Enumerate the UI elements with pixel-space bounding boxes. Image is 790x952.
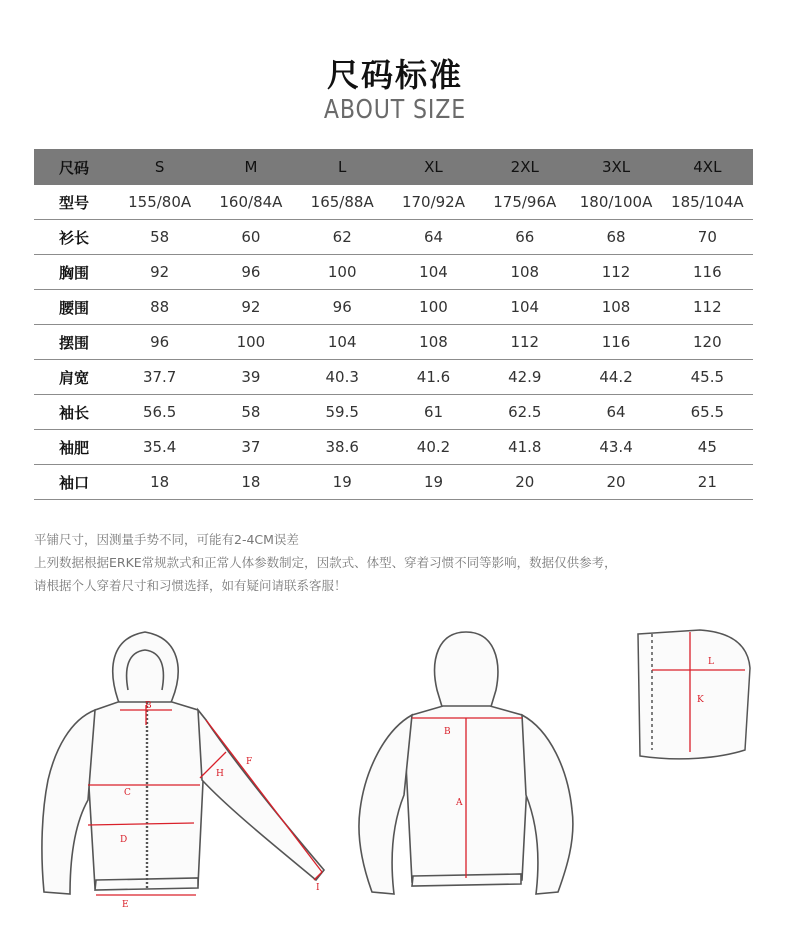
table-cell: 21 <box>662 465 753 500</box>
row-label-cell: 胸围 <box>34 255 114 290</box>
column-header: 尺码 <box>34 149 114 185</box>
table-cell: 20 <box>479 465 570 500</box>
table-cell: 116 <box>662 255 753 290</box>
row-label-cell: 袖肥 <box>34 430 114 465</box>
table-cell: 92 <box>114 255 205 290</box>
note-line: 上列数据根据ERKE常规款式和正常人体参数制定，因款式、体型、穿着习惯不同等影响，数据仅供参考， <box>34 555 617 570</box>
table-cell: 58 <box>205 395 296 430</box>
size-table <box>34 149 753 500</box>
table-row <box>34 360 753 395</box>
measure-label: K <box>697 695 704 705</box>
column-header: XL <box>388 149 479 185</box>
table-cell: 108 <box>388 325 479 360</box>
table-cell: 39 <box>205 360 296 395</box>
table-cell: 18 <box>114 465 205 500</box>
table-cell: 43.4 <box>570 430 661 465</box>
table-cell: 18 <box>205 465 296 500</box>
table-cell: 92 <box>205 290 296 325</box>
measurement-diagrams <box>0 610 790 930</box>
table-row <box>34 255 753 290</box>
row-label-cell: 摆围 <box>34 325 114 360</box>
table-cell: 45 <box>662 430 753 465</box>
measure-label: D <box>120 835 128 845</box>
measure-label: B <box>145 701 152 711</box>
table-cell: 120 <box>662 325 753 360</box>
table-cell: 41.8 <box>479 430 570 465</box>
table-cell: 96 <box>114 325 205 360</box>
column-header: 3XL <box>570 149 661 185</box>
table-header-row <box>34 149 753 185</box>
page-subtitle: ABOUT SIZE <box>323 95 467 125</box>
row-label-cell: 型号 <box>34 185 114 220</box>
measure-label: F <box>246 757 253 767</box>
note-line: 平铺尺寸，因测量手势不同，可能有2-4CM误差 <box>34 532 299 547</box>
row-label-cell: 腰围 <box>34 290 114 325</box>
table-row <box>34 220 753 255</box>
table-row <box>34 430 753 465</box>
table-row <box>34 290 753 325</box>
table-cell: 62.5 <box>479 395 570 430</box>
table-cell: 160/84A <box>205 185 296 220</box>
table-cell: 155/80A <box>114 185 205 220</box>
table-cell: 66 <box>479 220 570 255</box>
table-cell: 70 <box>662 220 753 255</box>
garment-diagram-svg <box>0 610 790 930</box>
measure-label: C <box>124 788 131 798</box>
table-cell: 100 <box>205 325 296 360</box>
size-notes <box>34 528 617 597</box>
note-line: 请根据个人穿着尺寸和习惯选择，如有疑问请联系客服！ <box>34 578 347 593</box>
table-cell: 35.4 <box>114 430 205 465</box>
table-cell: 180/100A <box>570 185 661 220</box>
measure-label: E <box>122 900 129 910</box>
table-cell: 116 <box>570 325 661 360</box>
table-cell: 96 <box>297 290 388 325</box>
row-label-cell: 袖口 <box>34 465 114 500</box>
measure-label: A <box>456 798 463 808</box>
table-cell: 104 <box>479 290 570 325</box>
table-cell: 175/96A <box>479 185 570 220</box>
table-cell: 37 <box>205 430 296 465</box>
measure-label: L <box>708 657 714 667</box>
table-cell: 108 <box>570 290 661 325</box>
table-cell: 100 <box>297 255 388 290</box>
table-cell: 60 <box>205 220 296 255</box>
column-header: 4XL <box>662 149 753 185</box>
table-row <box>34 325 753 360</box>
table-cell: 112 <box>570 255 661 290</box>
table-row <box>34 465 753 500</box>
column-header: 2XL <box>479 149 570 185</box>
table-cell: 45.5 <box>662 360 753 395</box>
table-cell: 38.6 <box>297 430 388 465</box>
table-cell: 170/92A <box>388 185 479 220</box>
table-cell: 65.5 <box>662 395 753 430</box>
row-label-cell: 衫长 <box>34 220 114 255</box>
table-cell: 44.2 <box>570 360 661 395</box>
table-cell: 40.2 <box>388 430 479 465</box>
table-row <box>34 395 753 430</box>
table-cell: 19 <box>388 465 479 500</box>
table-cell: 59.5 <box>297 395 388 430</box>
column-header: M <box>205 149 296 185</box>
table-cell: 37.7 <box>114 360 205 395</box>
table-row <box>34 185 753 220</box>
table-cell: 64 <box>388 220 479 255</box>
table-cell: 58 <box>114 220 205 255</box>
table-cell: 41.6 <box>388 360 479 395</box>
measure-label: B <box>444 727 451 737</box>
table-cell: 112 <box>479 325 570 360</box>
table-cell: 104 <box>388 255 479 290</box>
table-cell: 112 <box>662 290 753 325</box>
measure-label: I <box>316 883 320 893</box>
table-cell: 165/88A <box>297 185 388 220</box>
table-cell: 19 <box>297 465 388 500</box>
table-cell: 62 <box>297 220 388 255</box>
hood-illustration <box>638 630 750 759</box>
table-cell: 64 <box>570 395 661 430</box>
table-cell: 61 <box>388 395 479 430</box>
table-cell: 100 <box>388 290 479 325</box>
table-cell: 20 <box>570 465 661 500</box>
front-jacket-illustration <box>42 632 324 894</box>
table-cell: 40.3 <box>297 360 388 395</box>
column-header: S <box>114 149 205 185</box>
table-cell: 56.5 <box>114 395 205 430</box>
row-label-cell: 肩宽 <box>34 360 114 395</box>
table-cell: 185/104A <box>662 185 753 220</box>
column-header: L <box>297 149 388 185</box>
table-cell: 42.9 <box>479 360 570 395</box>
table-cell: 96 <box>205 255 296 290</box>
table-cell: 104 <box>297 325 388 360</box>
table-cell: 108 <box>479 255 570 290</box>
measure-label: H <box>216 769 224 779</box>
table-cell: 88 <box>114 290 205 325</box>
row-label-cell: 袖长 <box>34 395 114 430</box>
page-title: 尺码标准 <box>326 56 463 94</box>
table-cell: 68 <box>570 220 661 255</box>
